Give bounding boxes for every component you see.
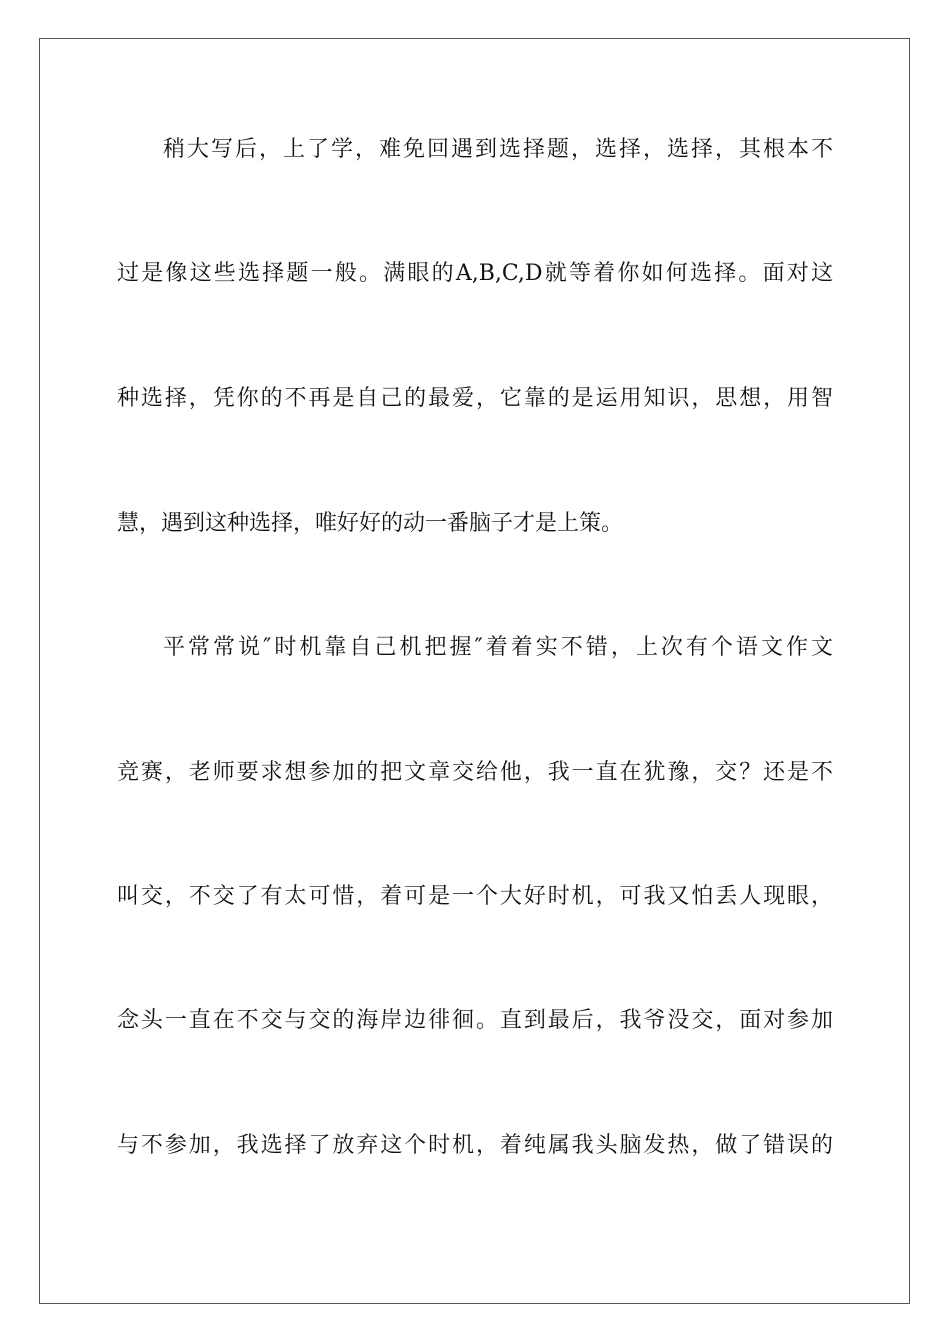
- paragraph-2-line-1: 平常常说″时机靠自己机把握″着着实不错，上次有个语文作文: [163, 635, 833, 660]
- paragraph-1-line-1: 稍大写后，上了学，难免回遇到选择题，选择，选择，其根本不: [163, 137, 833, 162]
- page-frame: [39, 38, 910, 1304]
- paragraph-1-line-3: 种选择，凭你的不再是自己的最爱，它靠的是运用知识，思想，用智: [117, 386, 833, 411]
- paragraph-2-line-4: 念头一直在不交与交的海岸边徘徊。直到最后，我爷没交，面对参加: [117, 1008, 833, 1033]
- paragraph-2-line-3: 叫交，不交了有太可惜，着可是一个大好时机，可我又怕丢人现眼，: [117, 884, 833, 909]
- paragraph-1-line-4: 慧，遇到这种选择，唯好好的动一番脑子才是上策。: [117, 511, 624, 536]
- paragraph-1-line-2: 过是像这些选择题一般。满眼的A,B,C,D就等着你如何选择。面对这: [117, 261, 833, 286]
- paragraph-2-line-5: 与不参加，我选择了放弃这个时机，着纯属我头脑发热，做了错误的: [117, 1133, 833, 1158]
- paragraph-2-line-2: 竞赛，老师要求想参加的把文章交给他，我一直在犹豫，交？还是不: [117, 760, 833, 785]
